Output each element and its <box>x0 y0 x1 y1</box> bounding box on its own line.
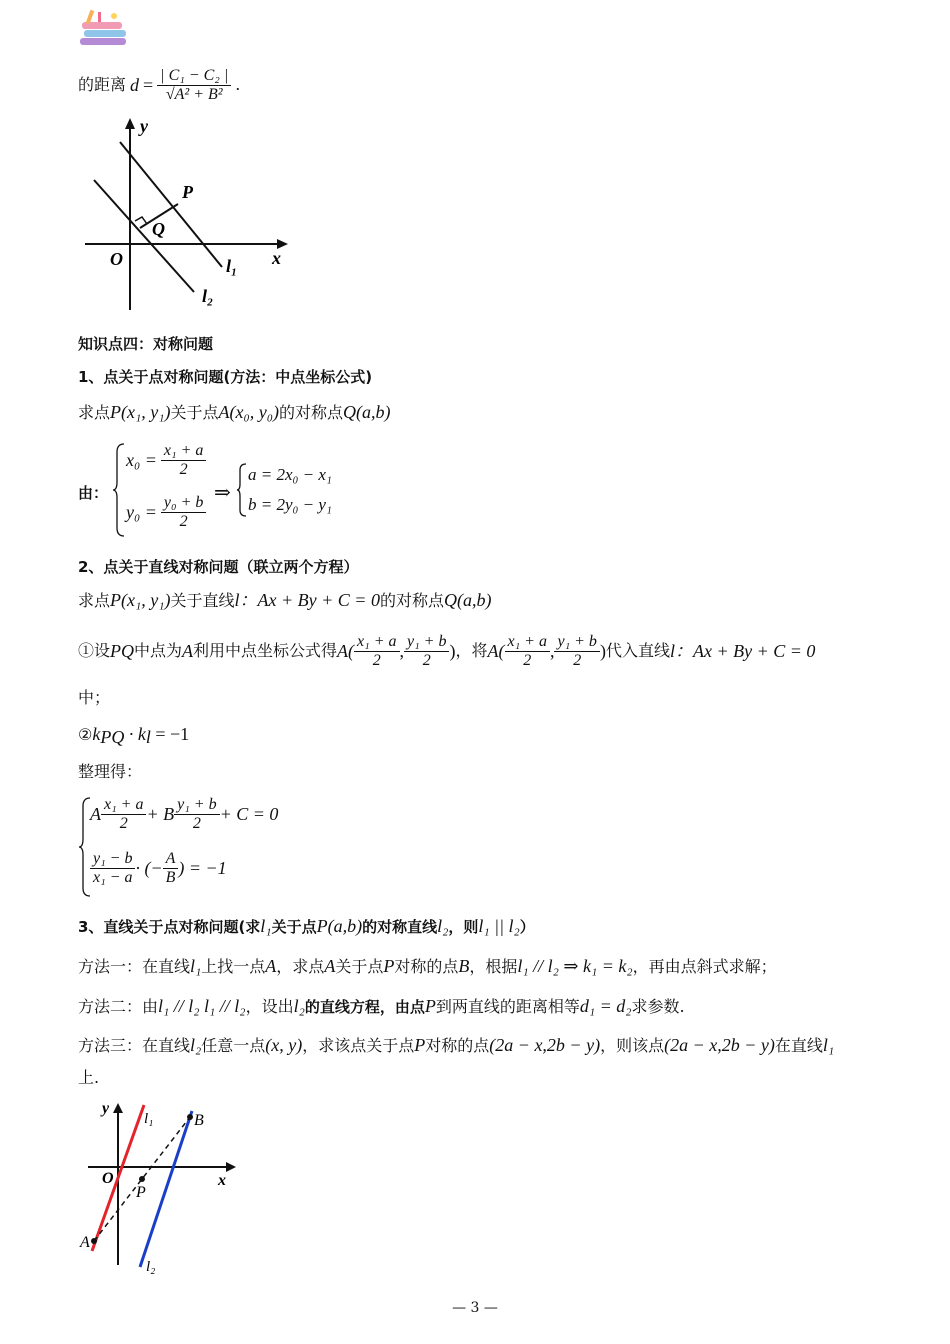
item-3-shang: 上. <box>78 1068 100 1087</box>
section-4-title: 知识点四：对称问题 <box>78 335 214 353</box>
fig2-b-label: B <box>194 1112 204 1129</box>
fig1-l1-label: l₁ <box>226 256 238 276</box>
item-1-you: 由： <box>78 484 109 502</box>
item-2-step-1: ①设 PQ 中点为 A 利用中点坐标公式得 A( $\frac{\text{x₁ + a}}{2}$ , $\frac{\text{y₁ + b}}{2}$ ) ，将 A( $\frac{\text{x₁ + a}}{2}$ , $\frac{\text{y₁ + b}}{2}$ ) 代入直线 l： Ax + By + C = 0 <box>78 632 816 669</box>
item-2-statement: 求点P(x₁, y₁)关于直线l：Ax + By + C = 0的对称点Q(a,b) <box>78 590 492 610</box>
item-1-right-brace <box>236 462 248 518</box>
distance-dot: . <box>235 75 241 94</box>
item-1-result-a: a = 2x₀ − x₁ <box>248 465 332 484</box>
item-2-system <box>78 794 338 900</box>
item-1-system <box>78 440 378 540</box>
item-3-method-3: 方法三：在直线l₂任意一点(x, y)，求该点关于点P对称的点(2a − x,2b − y)，则该点(2a − x,2b − y)在直线l₁ <box>78 1035 835 1055</box>
distance-d: d <box>130 75 140 95</box>
item-3-method-1: 方法一：在直线l₁上找一点A，求点A关于点P对称的点B，根据l₁ // l₂ ⇒ k₁ = k₂，再由点斜式求解； <box>78 956 777 976</box>
fig1-l2-label: l₂ <box>202 286 214 306</box>
figure-symmetric-lines <box>78 1095 248 1280</box>
figure-parallel-lines <box>80 112 300 317</box>
distance-numerator: | C₁ − C₂ | <box>157 67 231 86</box>
fig1-y-arrow <box>125 118 135 129</box>
fig1-q-label: Q <box>152 219 165 239</box>
fig2-l2-label: l₂ <box>146 1259 156 1275</box>
distance-denominator: √A² + B² <box>165 85 223 103</box>
item-2-zhong: 中； <box>78 688 111 707</box>
fig2-blue-line-l2 <box>140 1111 192 1267</box>
item-1-eq1: x₀ = $\frac{\text{x₁ + a}}{2}$ <box>126 442 206 479</box>
fig2-y-arrow <box>113 1103 123 1113</box>
fig2-point-a <box>91 1238 97 1244</box>
item-1-title: 1、点关于点对称问题(方法：中点坐标公式) <box>78 368 373 386</box>
item-1-statement: 求点P(x₁, y₁)关于点A(x₀, y₀)的对称点Q(a,b) <box>78 402 391 422</box>
fig1-right-angle <box>135 217 147 224</box>
distance-formula-line <box>78 60 240 110</box>
fig2-origin-label: O <box>102 1170 114 1187</box>
item-1-eq2: y₀ = $\frac{\text{y₀ + b}}{2}$ <box>126 494 206 531</box>
books-icon <box>78 8 130 50</box>
fig2-point-p <box>139 1176 145 1182</box>
item-2-sys-eq2: $\frac{\text{y₁ − b}}{\text{x₁ − a}}$ · (− $\frac{A}{B}$ ) = −1 <box>90 850 227 887</box>
item-2-zhengli: 整理得： <box>78 762 143 781</box>
fig1-origin-label: O <box>110 249 123 269</box>
fig2-y-label: y <box>102 1100 110 1117</box>
fig1-line-l1 <box>120 142 222 267</box>
item-1-result-b: b = 2y₀ − y₁ <box>248 495 332 514</box>
item-3-method-2: 方法二：由l₁ // l₂ l₁ // l₂，设出l₂的直线方程，由点P到两直线的距离相等d₁ = d₂求参数. <box>78 996 685 1016</box>
fig2-point-b <box>187 1114 193 1120</box>
fig2-p-label: P <box>136 1184 146 1201</box>
fig2-x-arrow <box>226 1162 236 1172</box>
fig2-a-label: A <box>80 1234 90 1251</box>
fig1-y-label: y <box>140 116 148 136</box>
fig2-x-label: x <box>218 1172 226 1189</box>
fig1-line-l2 <box>94 180 194 292</box>
distance-fraction <box>157 67 231 104</box>
item-2-step-2: $②k_{PQ} \cdot k_l = -1$ <box>78 724 190 747</box>
page-number: — 3 — <box>452 1300 498 1316</box>
distance-eq: = <box>143 75 154 95</box>
item-1-arrow: ⇒ <box>214 482 231 504</box>
item-1-left-brace <box>112 442 126 538</box>
distance-prefix: 的距离 <box>78 75 127 94</box>
item-3-title: 3、直线关于点对称问题(求l₁关于点P(a,b)的对称直线l₂，则l₁ || l₂） <box>78 916 535 936</box>
item-2-sys-eq1: A $\frac{\text{x₁ + a}}{2}$ + B $\frac{\text{y₁ + b}}{2}$ + C = 0 <box>90 796 279 832</box>
fig1-x-label: x <box>272 248 281 268</box>
fig1-p-label: P <box>182 182 193 202</box>
item-2-title: 2、点关于直线对称问题（联立两个方程） <box>78 558 359 576</box>
fig2-l1-label: l₁ <box>144 1111 154 1127</box>
